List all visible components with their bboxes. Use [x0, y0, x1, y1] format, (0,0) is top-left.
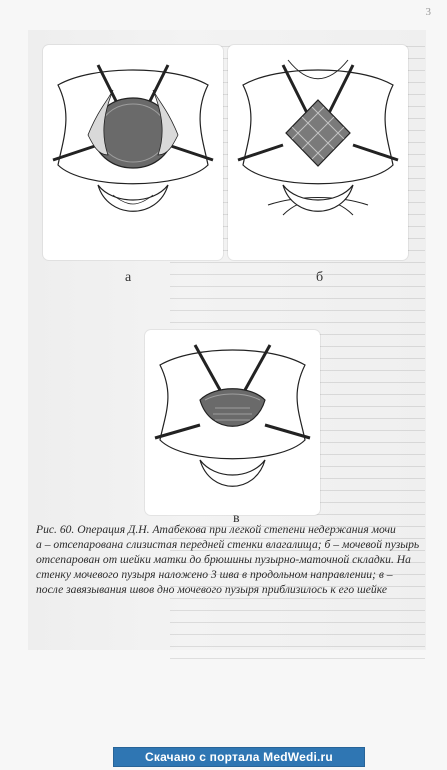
caption-title: Рис. 60. Операция Д.Н. Атабекова при легкой степени недержания мочи [36, 523, 396, 536]
figure-a-illustration [43, 45, 223, 260]
figure-a [43, 45, 223, 260]
figure-c [145, 330, 320, 515]
caption-description: а – отсепарована слизистая передней стенки влагалища; б – мочевой пузырь отсепарован от шейки матки до брюшины пузырно-маточной складки. На стенку мочевого пузыря наложено 3 шва в продольном направлении; в – после завязывания швов дно мочевого пузыря приблизилось к его шейке [36, 538, 420, 596]
figure-caption [36, 522, 421, 597]
download-portal-banner[interactable] [113, 747, 365, 767]
banner-text: Скачано с портала MedWedi.ru [145, 750, 333, 764]
figure-c-illustration [145, 330, 320, 515]
figure-label-b: б [316, 270, 324, 285]
figure-b-illustration [228, 45, 408, 260]
figure-b [228, 45, 408, 260]
figure-label-a: а [125, 270, 132, 285]
corner-mark: 3 [425, 6, 431, 18]
figure-label-c: в [233, 511, 240, 526]
